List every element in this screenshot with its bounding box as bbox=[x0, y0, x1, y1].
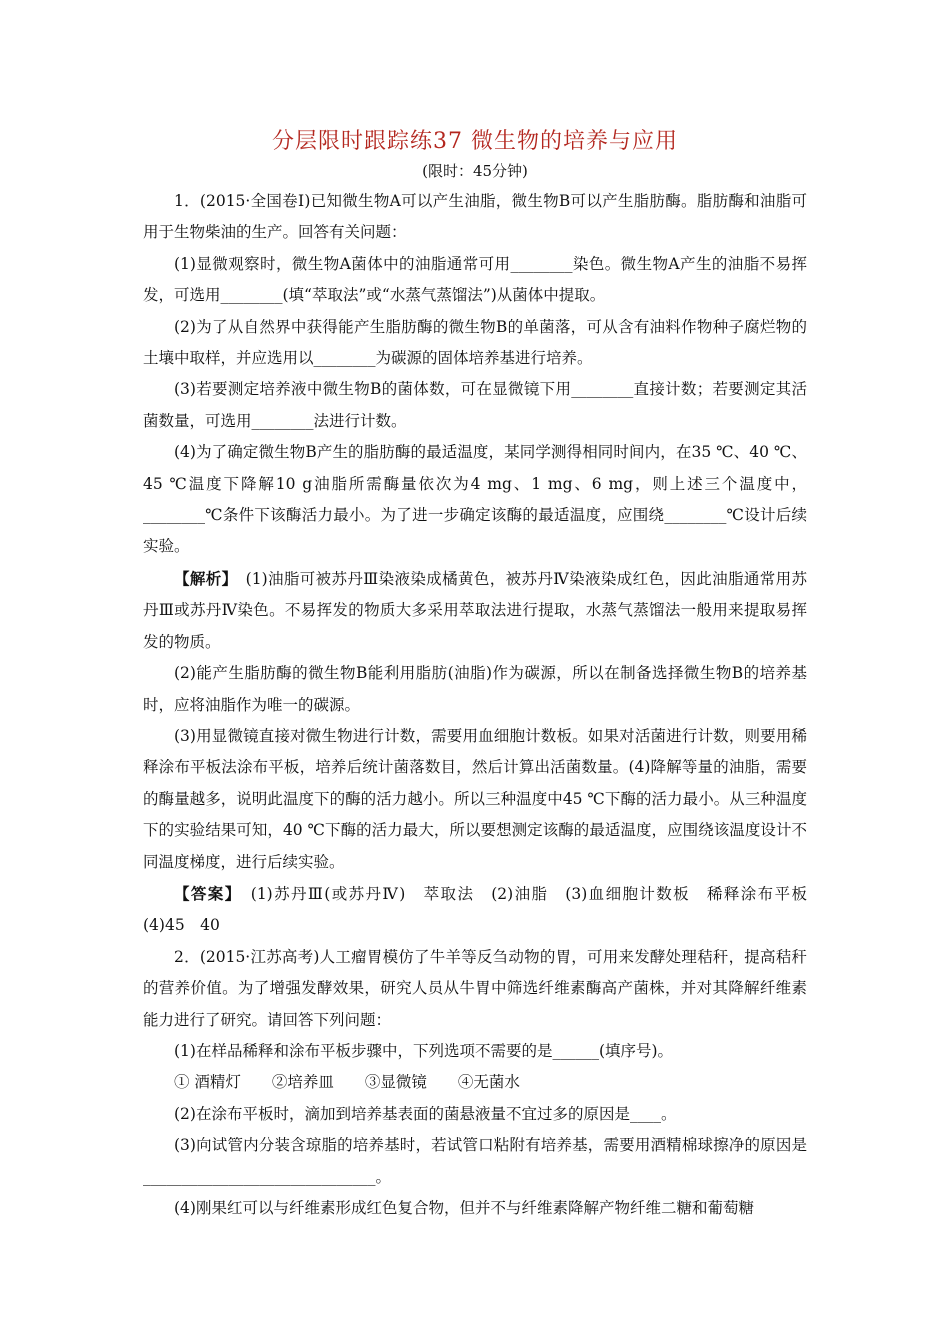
analysis-paragraph-2: (2)能产生脂肪酶的微生物B能利用脂肪(油脂)作为碳源，所以在制备选择微生物B的培养基时，应将油脂作为唯一的碳源。 bbox=[143, 664, 807, 714]
question-1-part-3: (3)若要测定培养液中微生物B的菌体数，可在显微镜下用________直接计数；若要测定其活菌数量，可选用________法进行计数。 bbox=[143, 380, 807, 430]
question-2-part-1: (1)在样品稀释和涂布平板步骤中，下列选项不需要的是______(填序号)。 bbox=[174, 1041, 674, 1060]
document-body bbox=[143, 186, 823, 1224]
question-2-options: ① 酒精灯 ②培养皿 ③显微镜 ④无菌水 bbox=[174, 1073, 520, 1092]
analysis-paragraph-3: (3)用显微镜直接对微生物进行计数，需要用血细胞计数板。如果对活菌进行计数，则要用稀释涂布平板法涂布平板，培养后统计菌落数目，然后计算出活菌数量。(4)降解等量的油脂，需要的酶量越多，说明此温度下的酶的活力越小。所以三种温度中45 ℃下酶的活力最小。从三种温度下的实验结果可知，40 ℃下酶的活力最大，所以要想测定该酶的最适温度，应围绕该温度设计不同温度梯度，进行后续实验。 bbox=[143, 726, 807, 871]
question-1-part-1: (1)显微观察时，微生物A菌体中的油脂通常可用________染色。微生物A产生的油脂不易挥发，可选用________(填“萃取法”或“水蒸气蒸馏法”)从菌体中提取。 bbox=[143, 254, 807, 305]
question-2-part-4: (4)刚果红可以与纤维素形成红色复合物，但并不与纤维素降解产物纤维二糖和葡萄糖 bbox=[174, 1199, 754, 1217]
analysis-text-1: (1)油脂可被苏丹Ⅲ染液染成橘黄色，被苏丹Ⅳ染液染成红色，因此油脂通常用苏丹Ⅲ或苏丹Ⅳ染色。不易挥发的物质大多采用萃取法进行提取，水蒸气蒸馏法一般用来提取易挥发的物质。 bbox=[143, 569, 807, 651]
answer-text: (1)苏丹Ⅲ(或苏丹Ⅳ) 萃取法 (2)油脂 (3)血细胞计数板 稀释涂布平板 (4)45 40 bbox=[143, 884, 823, 935]
question-2-stem: 2．(2015·江苏高考)人工瘤胃模仿了牛羊等反刍动物的胃，可用来发酵处理秸秆，提高秸秆的营养价值。为了增强发酵效果，研究人员从牛胃中筛选纤维素酶高产菌株，并对其降解纤维素能力进行了研究。请回答下列问题： bbox=[143, 947, 807, 1029]
analysis-paragraph-1 bbox=[143, 563, 807, 658]
question-2-part-2: (2)在涂布平板时，滴加到培养基表面的菌悬液量不宜过多的原因是____。 bbox=[174, 1104, 677, 1123]
question-1-part-2: (2)为了从自然界中获得能产生脂肪酶的微生物B的单菌落，可从含有油料作物种子腐烂物的土壤中取样，并应选用以________为碳源的固体培养基进行培养。 bbox=[143, 317, 807, 368]
answer-paragraph bbox=[143, 878, 823, 942]
question-1-stem: 1．(2015·全国卷Ⅰ)已知微生物A可以产生油脂，微生物B可以产生脂肪酶。脂肪酶和油脂可用于生物柴油的生产。回答有关问题： bbox=[143, 192, 807, 242]
question-1-part-4: (4)为了确定微生物B产生的脂肪酶的最适温度，某同学测得相同时间内，在35 ℃、40 ℃、45 ℃温度下降解10 g油脂所需酶量依次为4 mg、1 mg、6 mg，则上述三个温度中，________℃条件下该酶活力最小。为了进一步确定该酶的最适温度，应围绕________℃设计后续实验。 bbox=[143, 443, 807, 556]
analysis-tag: 【解析】 bbox=[174, 568, 230, 588]
time-limit: (限时：45分钟) bbox=[422, 162, 528, 180]
answer-tag: 【答案】 bbox=[174, 883, 234, 903]
page-title: 分层限时跟踪练37 微生物的培养与应用 bbox=[272, 129, 678, 154]
question-2-part-3: (3)向试管内分装含琼脂的培养基时，若试管口粘附有培养基，需要用酒精棉球擦净的原因是______________________________。 bbox=[143, 1136, 807, 1186]
